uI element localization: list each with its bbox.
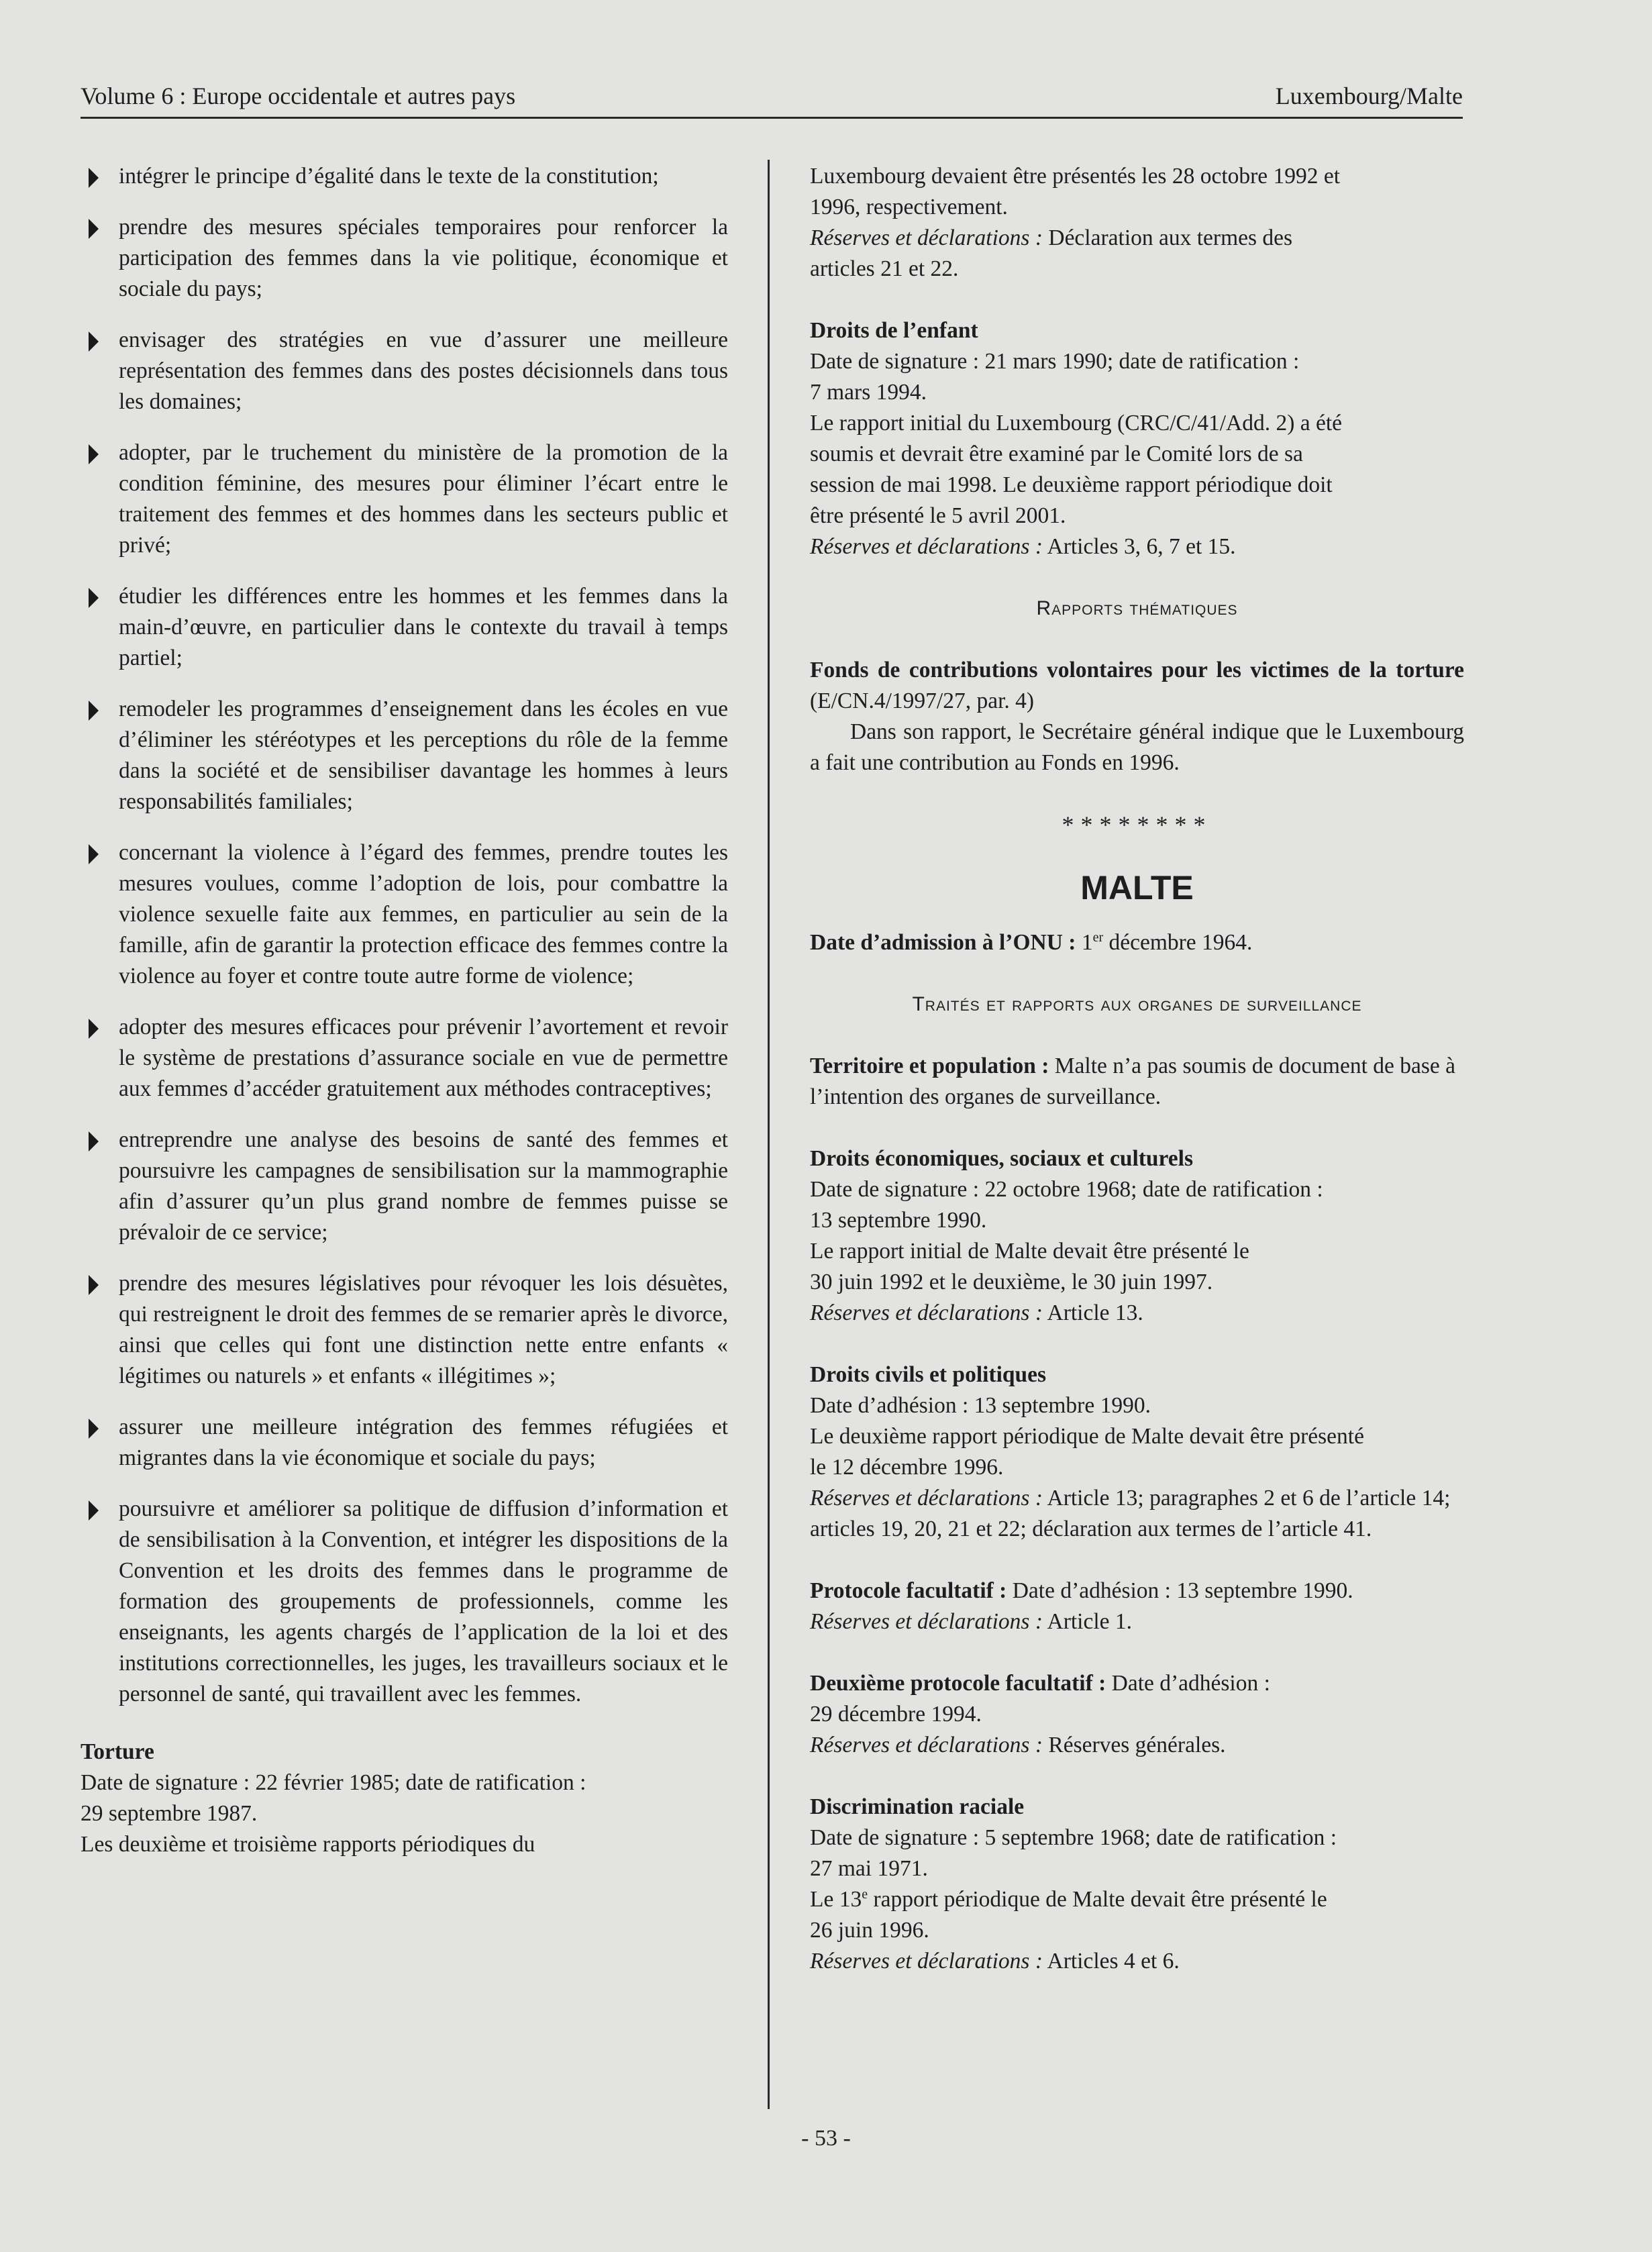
reservations-line: [810, 1483, 1464, 1545]
section-enfant: [810, 315, 1464, 562]
bullet-text: concernant la violence à l’égard des femmes, prendre toutes les mesures voulues, comme l’adoption de lois, pour combattre la violence sexuelle faite aux femmes, en particulier au sein de la famille, afin de garantir la protection efficace des femmes contre la violence au foyer et contre toute autre forme de violence;: [119, 840, 728, 988]
recommendation-bullet: [81, 1494, 728, 1710]
raciale-text-b: rapport périodique de Malte devait être présenté le: [868, 1887, 1327, 1912]
section-line: Date de signature : 22 février 1985; date de ratification :: [81, 1770, 586, 1795]
section-torture: [81, 1737, 728, 1860]
section-raciale: [810, 1792, 1464, 1977]
reservations-label: Réserves et déclarations :: [810, 1300, 1043, 1325]
section-torture-continued: [810, 161, 1464, 285]
bullet-text: adopter, par le truchement du ministère de la promotion de la condition féminine, des mesures pour éliminer l’écart entre le traitement des femmes et des hommes dans les secteurs public et privé;: [119, 440, 728, 558]
document-reference: (E/CN.4/1997/27, par. 4): [810, 688, 1035, 713]
reservations-text: Articles 3, 6, 7 et 15.: [1043, 534, 1236, 559]
section-title: Droits de l’enfant: [810, 318, 978, 343]
raciale-sup: e: [862, 1886, 868, 1902]
protocole-text: Date d’adhésion : 13 septembre 1990.: [1006, 1578, 1353, 1603]
header-country: Luxembourg/Malte: [1275, 83, 1463, 109]
raciale-text-a: Le 13: [810, 1887, 862, 1912]
reservations-label: Réserves et déclarations :: [810, 1949, 1043, 1974]
reservations-text: Déclaration aux termes des: [1043, 225, 1293, 250]
recommendation-bullet: [81, 212, 728, 305]
territoire-label: Territoire et population :: [810, 1054, 1049, 1078]
bullet-text: étudier les différences entre les hommes et les femmes dans la main-d’œuvre, en particulier dans le contexte du travail à temps partiel;: [119, 584, 728, 670]
section-line: [810, 1884, 1464, 1915]
section-line: 26 juin 1996.: [810, 1918, 929, 1943]
section-fonds: [810, 655, 1464, 778]
section-line: 27 mai 1971.: [810, 1856, 928, 1881]
section-line: 30 juin 1992 et le deuxième, le 30 juin 1997.: [810, 1270, 1213, 1294]
reservations-text: Article 13.: [1043, 1300, 1143, 1325]
section-line: Le deuxième rapport périodique de Malte devait être présenté: [810, 1424, 1364, 1449]
separator-stars: ********: [1062, 811, 1212, 838]
reservations-label: Réserves et déclarations :: [810, 1609, 1043, 1634]
section-line: être présenté le 5 avril 2001.: [810, 503, 1066, 528]
section-line: 1996, respectivement.: [810, 195, 1008, 219]
bullet-text: poursuivre et améliorer sa politique de diffusion d’information et de sensibilisation à la Convention, et intégrer les dispositions de la Convention et les droits des femmes dans le programme de formation des groupements de professionnels, comme les enseignants, les agents chargés de l’application de la loi et des institutions correctionnelles, les juges, les travailleurs sociaux et le personnel de santé, qui travaillent avec les femmes.: [119, 1496, 728, 1706]
bullet-text: entreprendre une analyse des besoins de santé des femmes et poursuivre les campagnes de sensibilisation sur la mammographie afin d’assurer qu’un plus grand nombre de femmes puisse se prévaloir de ce service;: [119, 1127, 728, 1245]
triangle-bullet-icon: [89, 331, 99, 352]
triangle-bullet-icon: [89, 1275, 99, 1295]
reservations-label: Réserves et déclarations :: [810, 534, 1043, 559]
triangle-bullet-icon: [89, 1419, 99, 1439]
recommendation-bullet: [81, 161, 728, 192]
protocole-label: Protocole facultatif :: [810, 1578, 1007, 1603]
admission-label: Date d’admission à l’ONU :: [810, 930, 1076, 955]
header-volume-title: Volume 6 : Europe occidentale et autres pays: [81, 83, 516, 109]
section-line: Date de signature : 5 septembre 1968; date de ratification :: [810, 1825, 1337, 1850]
admission-line: [810, 927, 1464, 958]
section-line: Le rapport initial de Malte devait être présenté le: [810, 1239, 1249, 1264]
territoire-line: [810, 1051, 1464, 1113]
triangle-bullet-icon: [89, 844, 99, 864]
deuxieme-line: [810, 1668, 1464, 1699]
section-line: Les deuxième et troisième rapports périodiques du: [81, 1832, 535, 1857]
bullet-text: intégrer le principe d’égalité dans le texte de la constitution;: [119, 164, 659, 189]
protocole-line: [810, 1576, 1464, 1606]
section-line: 29 décembre 1994.: [810, 1702, 982, 1727]
admission-day: 1: [1076, 930, 1093, 955]
section-line: le 12 décembre 1996.: [810, 1455, 1004, 1480]
recommendation-bullet: [81, 694, 728, 817]
reservations-line: [810, 1946, 1464, 1977]
territoire-text: Malte n’a pas soumis de document de base à l’intention des organes de surveillance.: [810, 1054, 1456, 1109]
reservations-label: Réserves et déclarations :: [810, 1486, 1043, 1511]
left-column: [81, 161, 728, 1860]
bullet-text: remodeler les programmes d’enseignement dans les écoles en vue d’éliminer les stéréotypes et les perceptions du rôle de la femme dans la société et de sensibiliser davantage les hommes à leurs responsabilités familiales;: [119, 697, 728, 814]
section-civils: [810, 1360, 1464, 1545]
section-line: articles 21 et 22.: [810, 256, 959, 281]
section-protocole: [810, 1576, 1464, 1637]
recommendation-bullet: [81, 438, 728, 561]
page-number: - 53 -: [801, 2126, 851, 2151]
section-line: 29 septembre 1987.: [81, 1801, 258, 1826]
section-deuxieme-protocole: [810, 1668, 1464, 1761]
triangle-bullet-icon: [89, 588, 99, 608]
reservations-label: Réserves et déclarations :: [810, 225, 1043, 250]
right-column: [810, 161, 1464, 1977]
section-title: Droits économiques, sociaux et culturels: [810, 1146, 1194, 1171]
section-eco: [810, 1143, 1464, 1329]
fonds-paragraph: Dans son rapport, le Secrétaire général indique que le Luxembourg a fait une contribution au Fonds en 1996.: [810, 719, 1464, 775]
reservations-text: Réserves générales.: [1043, 1733, 1226, 1757]
recommendation-bullet: [81, 837, 728, 992]
section-title: Torture: [81, 1739, 154, 1764]
admission-sup: er: [1092, 929, 1104, 945]
section-line: Luxembourg devaient être présentés les 28 octobre 1992 et: [810, 164, 1341, 189]
recommendation-bullet: [81, 325, 728, 417]
deuxieme-label: Deuxième protocole facultatif :: [810, 1671, 1106, 1696]
fonds-heading: [810, 655, 1464, 717]
reservations-text: Article 13; paragraphes 2 et 6 de l’article 14; articles 19, 20, 21 et 22; déclaration aux termes de l’article 41.: [810, 1486, 1451, 1541]
triangle-bullet-icon: [89, 168, 99, 188]
bullet-text: prendre des mesures législatives pour révoquer les lois désuètes, qui restreignent le droit des femmes de se remarier après le divorce, ainsi que celles qui font une distinction nette entre enfants « légitimes ou naturels » et enfants « illégitimes »;: [119, 1271, 728, 1388]
section-line: Date de signature : 21 mars 1990; date de ratification :: [810, 349, 1300, 374]
bullet-text: prendre des mesures spéciales temporaires pour renforcer la participation des femmes dans la vie politique, économique et sociale du pays;: [119, 215, 728, 301]
section-title: Droits civils et politiques: [810, 1362, 1047, 1387]
admission-rest: décembre 1964.: [1103, 930, 1253, 955]
recommendation-bullet: [81, 1268, 728, 1392]
recommendation-bullet: [81, 1012, 728, 1105]
deuxieme-text: Date d’adhésion :: [1106, 1671, 1270, 1696]
recommendation-bullet: [81, 1412, 728, 1474]
recommendation-bullet: [81, 581, 728, 674]
bullet-text: adopter des mesures efficaces pour prévenir l’avortement et revoir le système de prestations d’assurance sociale en vue de permettre aux femmes d’accéder gratuitement aux méthodes contraceptives;: [119, 1015, 728, 1101]
section-line: soumis et devrait être examiné par le Comité lors de sa: [810, 442, 1303, 466]
reservations-line: [810, 1730, 1464, 1761]
reservations-text: Articles 4 et 6.: [1043, 1949, 1180, 1974]
section-title: Discrimination raciale: [810, 1794, 1025, 1819]
reservations-line: [810, 223, 1464, 254]
section-line: Date d’adhésion : 13 septembre 1990.: [810, 1393, 1151, 1418]
section-title: Fonds de contributions volontaires pour les victimes de la torture: [810, 658, 1464, 682]
triangle-bullet-icon: [89, 219, 99, 239]
section-line: Le rapport initial du Luxembourg (CRC/C/41/Add. 2) a été: [810, 411, 1343, 436]
triangle-bullet-icon: [89, 1500, 99, 1521]
country-title: MALTE: [1080, 869, 1194, 907]
reservations-line: [810, 531, 1464, 562]
triangle-bullet-icon: [89, 1131, 99, 1151]
section-line: session de mai 1998. Le deuxième rapport périodique doit: [810, 472, 1333, 497]
triangle-bullet-icon: [89, 444, 99, 464]
reservations-line: [810, 1298, 1464, 1329]
section-line: 13 septembre 1990.: [810, 1208, 987, 1233]
recommendation-bullet: [81, 1125, 728, 1248]
triangle-bullet-icon: [89, 701, 99, 721]
section-line: Date de signature : 22 octobre 1968; date de ratification :: [810, 1177, 1323, 1202]
reservations-label: Réserves et déclarations :: [810, 1733, 1043, 1757]
bullet-text: envisager des stratégies en vue d’assurer une meilleure représentation des femmes dans des postes décisionnels dans tous les domaines;: [119, 327, 728, 414]
heading-rapports-thematiques: Rapports thématiques: [1036, 597, 1238, 619]
column-divider: [768, 160, 770, 2109]
triangle-bullet-icon: [89, 1019, 99, 1039]
heading-traites: Traités et rapports aux organes de surveillance: [912, 993, 1362, 1015]
reservations-text: Article 1.: [1043, 1609, 1133, 1634]
reservations-line: [810, 1606, 1464, 1637]
bullet-text: assurer une meilleure intégration des femmes réfugiées et migrantes dans la vie économique et sociale du pays;: [119, 1415, 728, 1470]
section-line: 7 mars 1994.: [810, 380, 927, 405]
page-header: [81, 79, 1463, 119]
